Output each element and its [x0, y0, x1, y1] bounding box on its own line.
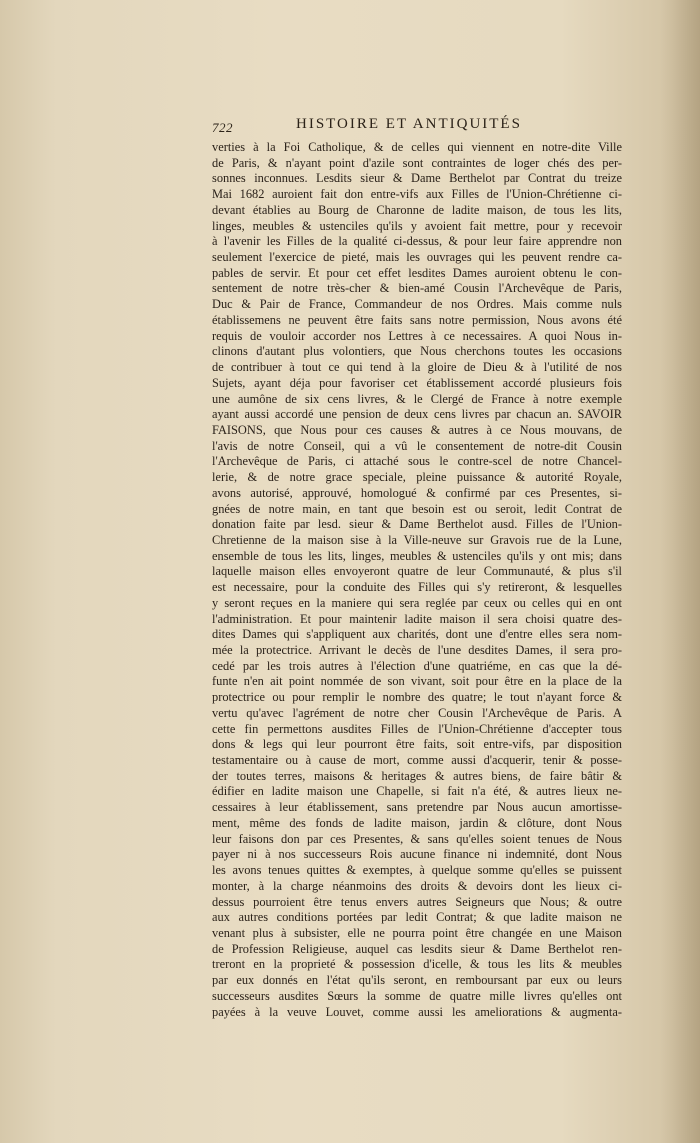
page-number: 722	[212, 120, 233, 135]
text-line: dons & legs qui leur pourront être faits, soit entre-vifs, par disposition	[212, 737, 622, 752]
text-line: sonnes inconnues. Lesdits sieur & Dame Berthelot par Contrat du treize	[212, 171, 622, 186]
text-line: leur faisons don par ces Presentes, & sans qu'elles soient tenues de Nous	[212, 831, 622, 846]
text-line: aux autres conditions portées par ledit Contrat; & que ladite maison ne	[212, 910, 622, 925]
text-line: Mai 1682 auroient fait don entre-vifs aux Filles de l'Union-Chrétienne ci-	[212, 187, 622, 202]
text-line: Sujets, ayant déja pour favoriser cet établissement accordé plusieurs fois	[212, 375, 622, 390]
text-line: édifier en ladite maison une Chapelle, si fait n'a été, & autres lieux ne-	[212, 784, 622, 799]
text-line: lerie, & de notre grace speciale, pleine puissance & autorité Royale,	[212, 470, 622, 485]
text-line: testamentaire ou à cause de mort, comme aussi d'acquerir, tenir & posse-	[212, 753, 622, 768]
body-text	[212, 140, 622, 1020]
text-line: ensemble de tous les lits, linges, meubles & ustenciles qu'ils y ont mis; dans	[212, 548, 622, 563]
text-line: cessaires à leur établissement, sans pretendre par Nous aucun amortisse-	[212, 800, 622, 815]
text-line: l'avis de notre Conseil, qui a vû le consentement de notre-dit Cousin	[212, 438, 622, 453]
text-line: à l'avenir les Filles de la qualité ci-dessus, & pour leur faire apprendre non	[212, 234, 622, 249]
text-line: payer ni à nos successeurs Rois aucune finance ni indemnité, dont Nous	[212, 847, 622, 862]
text-line: cedé par les trois autres à l'élection d'une quatriéme, en cas que la dé-	[212, 658, 622, 673]
text-line: ment, même des fonds de ladite maison, jardin & clôture, dont Nous	[212, 815, 622, 830]
text-line: payées à la veuve Louvet, comme aussi les ameliorations & augmenta-	[212, 1004, 622, 1019]
text-line: protectrice ou pour remplir le nombre des quatre; le tout n'ayant force &	[212, 690, 622, 705]
text-line: monter, à la charge néanmoins des droits & devoirs dont les lieux ci-	[212, 878, 622, 893]
text-line: de Paris, & n'ayant point d'azile sont contraintes de loger chés des per-	[212, 155, 622, 170]
text-line: ayant aussi accordé une pension de deux cens livres par chacun an. SAVOIR	[212, 407, 622, 422]
text-line: der toutes terres, maisons & heritages & autres biens, de faire bâtir &	[212, 768, 622, 783]
text-line: FAISONS, que Nous pour ces causes & autres à ce Nous mouvans, de	[212, 422, 622, 437]
text-line: l'administration. Et pour maintenir ladite maison il sera choisi quatre des-	[212, 611, 622, 626]
text-line: les avons tenues quittes & exemptes, à quelque somme qu'elles se puissent	[212, 863, 622, 878]
text-line: avons autorisé, approuvé, homologué & confirmé par ces Presentes, si-	[212, 485, 622, 500]
text-line: seulement l'exercice de pieté, mais les ouvrages qui les peuvent rendre ca-	[212, 250, 622, 265]
text-line: y seront reçues en la maniere qui sera reglée par ceux ou celles qui en ont	[212, 595, 622, 610]
text-line: gnées de notre main, en tant que besoin est ou seroit, ledit Contrat de	[212, 501, 622, 516]
text-line: une aumône de six cens livres, & le Clergé de France à notre exemple	[212, 391, 622, 406]
text-line: Duc & Pair de France, Commandeur de nos Ordres. Mais comme nuls	[212, 297, 622, 312]
text-line: sentement de notre très-cher & bien-amé Cousin l'Archevêque de Paris,	[212, 281, 622, 296]
text-line: pables de servir. Et pour cet effet lesdites Dames auroient obtenu le con-	[212, 265, 622, 280]
text-line: dessus pourroient être tenus envers autres Seigneurs que Nous; & outre	[212, 894, 622, 909]
text-line: venant plus à subsister, elle ne pourra point être changée en une Maison	[212, 925, 622, 940]
text-line: mée la protectrice. Arrivant le decès de l'une desdites Dames, il sera pro-	[212, 643, 622, 657]
text-line: de Profession Religieuse, auquel cas lesdits sieur & Dame Berthelot ren-	[212, 941, 622, 956]
text-line: requis de vouloir accorder nos Lettres à ce necessaires. A quoi Nous in-	[212, 328, 622, 343]
text-line: de contribuer à tout ce qui tend à la gloire de Dieu & à l'utilité de nos	[212, 360, 622, 375]
page-edge-shadow	[660, 0, 700, 1143]
text-line: l'Archevêque de Paris, ci attaché sous le contre-scel de notre Chancel-	[212, 454, 622, 469]
running-title: HISTOIRE ET ANTIQUITÉS	[296, 116, 522, 132]
text-line: est necessaire, pour la conduite des Filles qui s'y retireront, & lesquelles	[212, 580, 622, 595]
text-line: treront en la proprieté & possession d'icelle, & tous les lits & meubles	[212, 957, 622, 972]
text-line: donation faite par lesd. sieur & Dame Berthelot ausd. Filles de l'Union-	[212, 517, 622, 532]
text-line: Chretienne de la maison sise à la Ville-neuve sur Gravois rue de la Lune,	[212, 532, 622, 547]
text-line: verties à la Foi Catholique, & de celles qui viennent en notre-dite Ville	[212, 140, 622, 154]
text-line: par eux donnés en l'état qu'ils seront, en remboursant par eux ou leurs	[212, 973, 622, 988]
text-line: établissemens ne peuvent être faits sans notre permission, Nous avons été	[212, 312, 622, 327]
text-line: devant établies au Bourg de Charonne de ladite maison, de tous les lits,	[212, 202, 622, 217]
running-head	[212, 116, 542, 138]
text-line: clinons d'autant plus volontiers, que Nous cherchons toutes les occasions	[212, 344, 622, 359]
text-line: successeurs ausdites Sœurs la somme de quatre mille livres qu'elles ont	[212, 988, 622, 1003]
text-line: funte n'en ait point nommée de son vivant, soit pour être en la place de la	[212, 674, 622, 689]
text-line: vertu qu'avec l'agrément de notre cher Cousin l'Archevêque de Paris. A	[212, 705, 622, 720]
text-line: dites Dames qui s'appliquent aux charités, dont une d'entre elles sera nom-	[212, 627, 622, 642]
text-line: laquelle maison elles envoyeront quatre de leur Communauté, & plus s'il	[212, 564, 622, 579]
text-line: cette fin permettons ausdites Filles de l'Union-Chrétienne d'accepter tous	[212, 721, 622, 736]
text-line: linges, meubles & ustenciles qu'ils y avoient fait mettre, pour y recevoir	[212, 218, 622, 233]
